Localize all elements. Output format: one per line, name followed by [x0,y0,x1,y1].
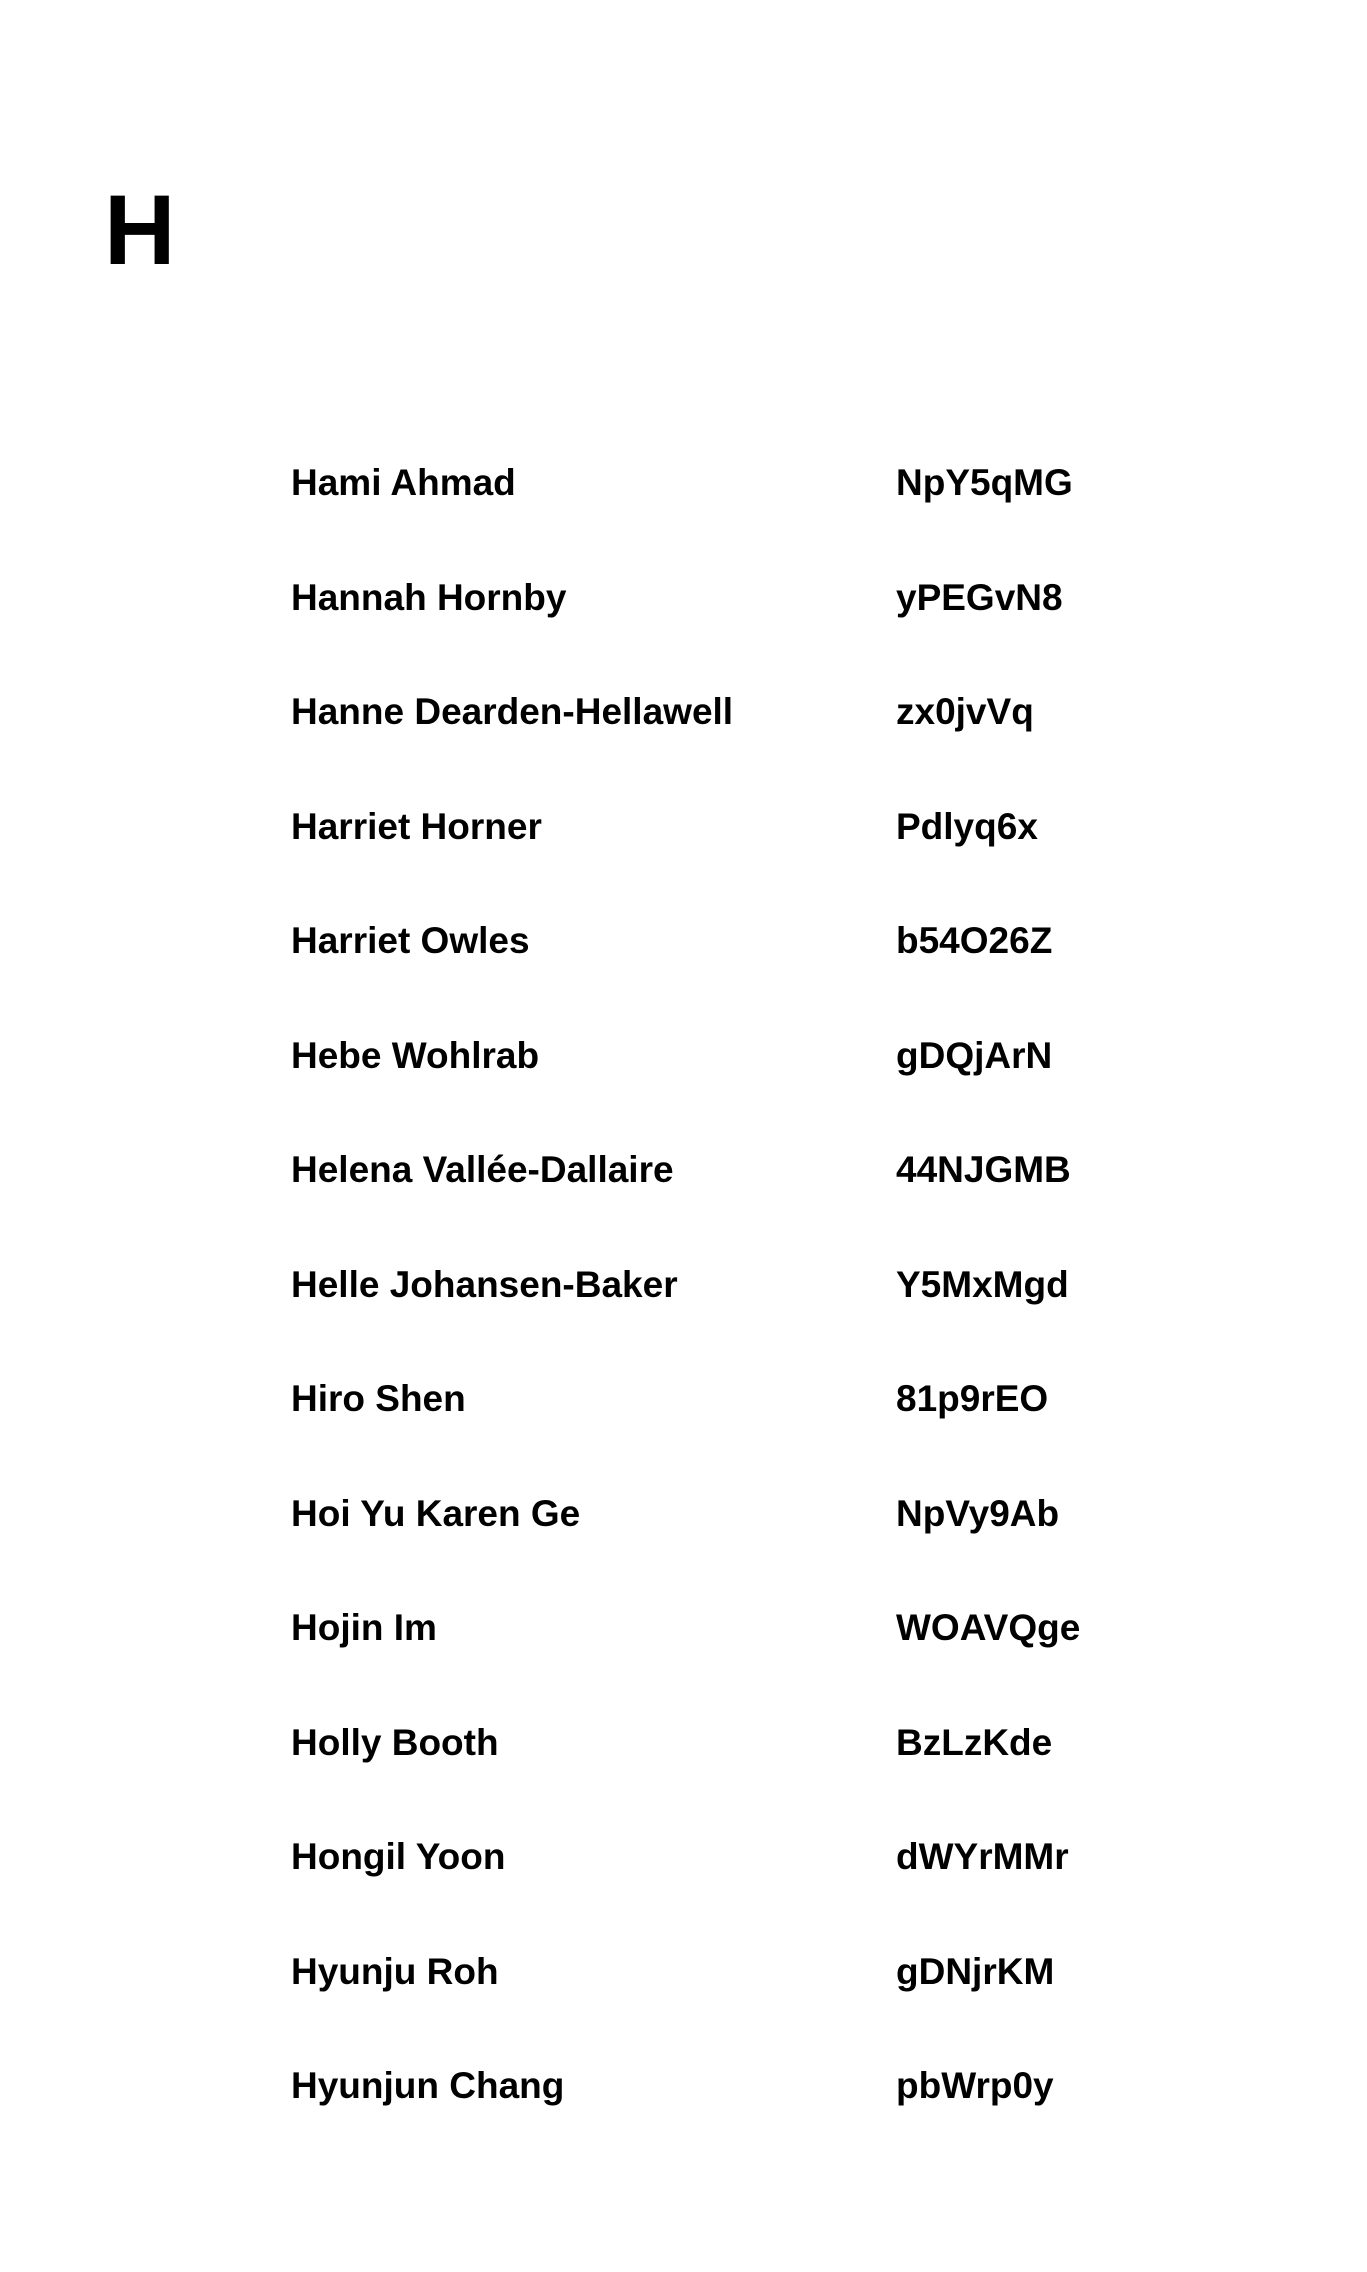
entry-name: Hongil Yoon [291,1836,506,1877]
entry-code: b54O26Z [896,920,1053,961]
entry-name: Helle Johansen-Baker [291,1263,678,1305]
entry-name: Hannah Hornby [291,576,567,618]
entry-code: Y5MxMgd [896,1263,1069,1305]
section-letter-heading: H [104,174,176,285]
entry-name: Harriet Owles [291,920,530,961]
entry-name: Hojin Im [291,1607,437,1648]
entry-code: BzLzKde [896,1721,1053,1763]
entry-code: zx0jvVq [896,691,1034,732]
entry-name: Hoi Yu Karen Ge [291,1492,581,1534]
entry-name: Holly Booth [291,1721,499,1763]
entry-name: Hiro Shen [291,1378,466,1419]
entry-code: dWYrMMr [896,1836,1069,1877]
entry-code: gDQjArN [896,1034,1053,1076]
entry-name: Harriet Horner [291,805,542,847]
entry-code: gDNjrKM [896,1950,1055,1992]
entry-code: 81p9rEO [896,1378,1049,1419]
entry-code: NpY5qMG [896,462,1073,503]
entry-code: NpVy9Ab [896,1492,1060,1534]
entry-name: Hanne Dearden-Hellawell [291,691,734,732]
entry-code: Pdlyq6x [896,805,1038,847]
entry-code: WOAVQge [896,1607,1081,1648]
list-item [291,2058,1251,2173]
entry-name: Hyunju Roh [291,1950,499,1992]
name-code-list [291,455,1251,2173]
entry-code: yPEGvN8 [896,576,1063,618]
entry-code: 44NJGMB [896,1149,1071,1190]
entry-code: pbWrp0y [896,2065,1054,2106]
entry-name: Helena Vallée-Dallaire [291,1149,674,1190]
entry-name: Hebe Wohlrab [291,1034,540,1076]
entry-name: Hami Ahmad [291,462,516,503]
entry-name: Hyunjun Chang [291,2065,565,2106]
